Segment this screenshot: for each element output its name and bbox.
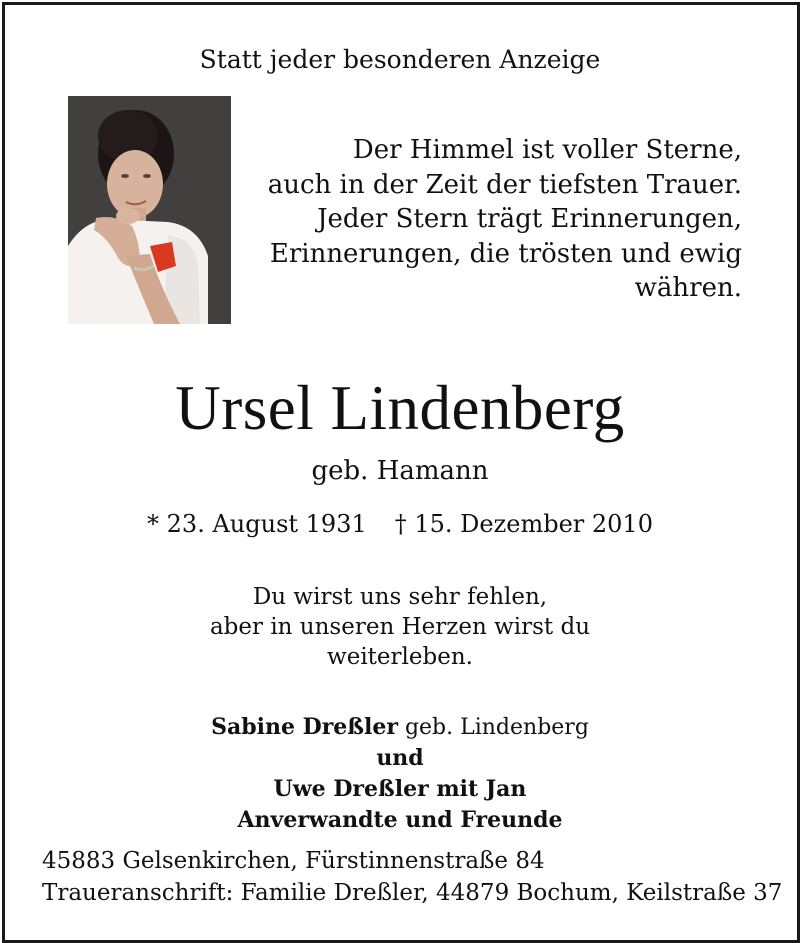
poem-line: Jeder Stern trägt Erinnerungen, [317,204,742,234]
message-line: weiterleben. [327,644,473,670]
address-block [42,845,782,909]
poem-line: Der Himmel ist voller Sterne, [352,135,742,165]
poem-line: Erinnerungen, die trösten und ewig [269,238,742,269]
message-line: aber in unseren Herzen wirst du [209,614,591,640]
life-dates [0,510,800,538]
mourner-line: Anverwandte und Freunde [237,807,563,833]
farewell-message [0,582,800,672]
portrait-photo [68,96,231,324]
mourner-connector: und [376,745,424,771]
poem [268,133,742,306]
mourner-name: Sabine Dreßler [211,714,398,740]
deceased-name: Ursel Lindenberg [175,373,625,443]
poem-line: auch in der Zeit der tiefsten Trauer. [267,169,742,200]
mourner-line [0,712,800,743]
mourning-address-line: Traueranschrift: Familie Dreßler, 44879 Bochum, Keilstraße 37 [42,880,783,906]
address-line: 45883 Gelsenkirchen, Fürstinnenstraße 84 [42,848,545,874]
header-text: Statt jeder besonderen Anzeige [199,45,601,74]
maiden-name: geb. Hamann [311,456,489,486]
poem-line: währen. [634,273,742,303]
mourner-suffix: geb. Lindenberg [397,715,589,740]
message-line: Du wirst uns sehr fehlen, [252,584,548,610]
mourner-line: Uwe Dreßler mit Jan [273,776,527,802]
mourners [0,712,800,836]
death-date: † 15. Dezember 2010 [394,510,653,538]
birth-date: * 23. August 1931 [147,510,367,538]
